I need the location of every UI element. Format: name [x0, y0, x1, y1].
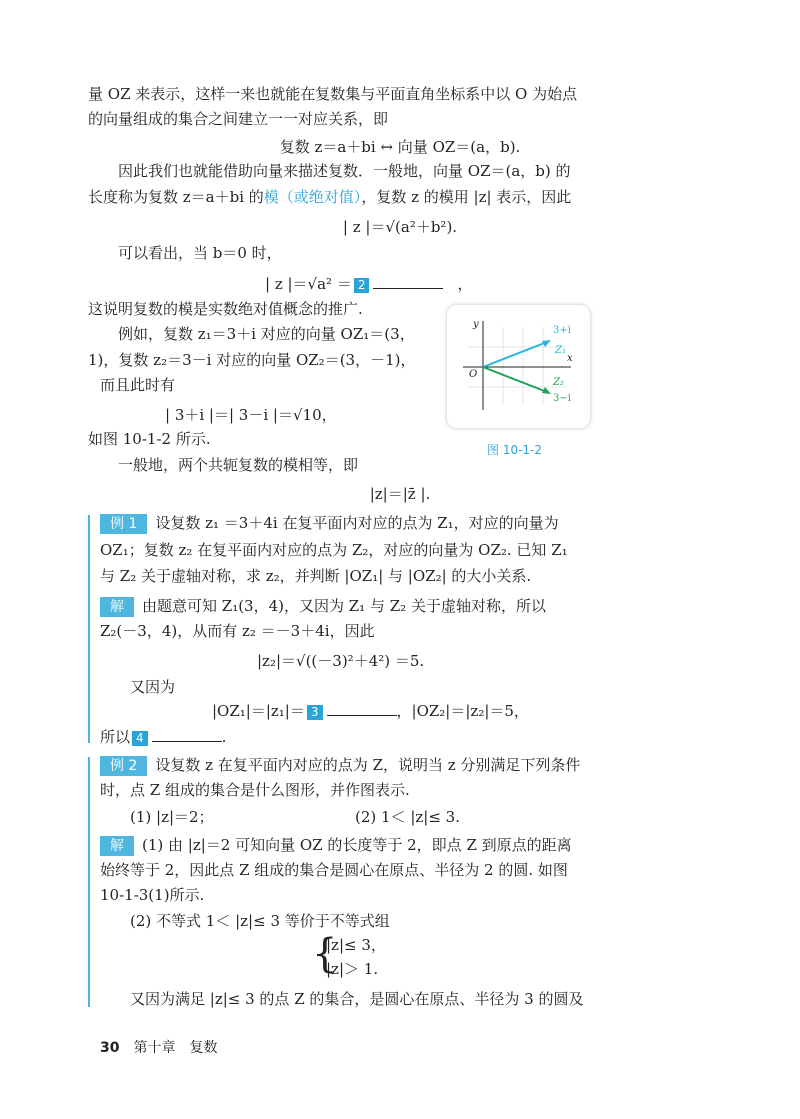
y-label: y [473, 319, 479, 330]
text-line: 又因为 [130, 678, 176, 696]
figure-caption: 图 10-1-2 [487, 443, 543, 457]
blank-number: 2 [354, 278, 370, 293]
example-2 [100, 754, 580, 776]
formula-compare [212, 700, 529, 722]
text-line: 又因为满足 |z|≤ 3 的点 Z 的集合，是圆心在原点、半径为 3 的圆及 [130, 990, 584, 1008]
text-span: 长度称为复数 z＝a＋bi 的 [88, 188, 264, 206]
text-line: 10-1-3(1)所示. [100, 886, 205, 904]
text-line: 而且此时有 [100, 376, 176, 394]
text-line: 时，点 Z 组成的集合是什么图形，并作图表示. [100, 781, 410, 799]
point-label: Z₁ [555, 345, 566, 356]
formula-example: | 3＋i |＝| 3－i |＝√10， [165, 406, 337, 424]
text-line: 1)，复数 z₂＝3－i 对应的向量 OZ₂＝(3，－1)， [88, 351, 416, 369]
figure-10-1-2 [447, 305, 590, 428]
origin-label: O [469, 369, 478, 380]
answer-blank[interactable] [373, 288, 443, 289]
chapter-title: 第十章 复数 [133, 1040, 218, 1056]
formula-z2: |z₂|＝√((－3)²＋4²) ＝5. [257, 652, 425, 670]
text-span: 由题意可知 Z₁(3，4)，又因为 Z₁ 与 Z₂ 关于虚轴对称，所以 [142, 597, 546, 615]
solution-tag: 解 [100, 836, 134, 856]
text-line: 这说明复数的模是实数绝对值概念的推广. [88, 300, 363, 318]
text-line: 可以看出，当 b＝0 时， [118, 244, 282, 262]
inequality-2: |z|＞ 1. [326, 960, 379, 978]
text-line: 与 Z₂ 关于虚轴对称，求 z₂，并判断 |OZ₁| 与 |OZ₂| 的大小关系. [100, 567, 532, 585]
text-line: 始终等于 2，因此点 Z 组成的集合是圆心在原点、半径为 2 的圆. 如图 [100, 861, 568, 879]
text-line [100, 726, 226, 748]
text-line: 因此我们也就能借助向量来描述复数．一般地，向量 OZ＝(a，b) 的 [118, 162, 571, 180]
solution-2 [100, 834, 572, 856]
text-line: 如图 10-1-2 所示. [88, 430, 211, 448]
x-label: x [567, 353, 573, 364]
example-1 [100, 512, 559, 534]
text-line: (2) 不等式 1＜ |z|≤ 3 等价于不等式组 [130, 912, 390, 930]
term-modulus: 模（或绝对值） [263, 188, 362, 206]
text-span: 设复数 z₁ ＝3＋4i 在复平面内对应的点为 Z₁，对应的向量为 [155, 514, 559, 532]
vector-oz2 [483, 367, 547, 392]
example-tag: 例 1 [100, 514, 147, 534]
formula-real-case [265, 273, 473, 295]
text-span: |OZ₁|＝|z₁|＝ [212, 702, 305, 720]
text-line: OZ₁；复数 z₂ 在复平面内对应的点为 Z₂，对应的向量为 OZ₂. 已知 Z₁ [100, 541, 568, 559]
text-span: 设复数 z 在复平面内对应的点为 Z，说明当 z 分别满足下列条件 [155, 756, 581, 774]
text-span: 所以 [100, 728, 131, 746]
text-line: 量 OZ 来表示，这样一来也就能在复数集与平面直角坐标系中以 O 为始点 [88, 85, 578, 103]
brace-icon: { [312, 931, 338, 977]
example-sideline [88, 515, 90, 743]
blank-number: 3 [307, 705, 323, 720]
text-line: 例如，复数 z₁＝3＋i 对应的向量 OZ₁＝(3， [118, 325, 415, 343]
formula-conjugate: |z|＝|z̄ |. [369, 485, 431, 503]
condition-1: (1) |z|＝2； [130, 808, 214, 826]
formula-modulus: | z |＝√(a²＋b²). [342, 218, 458, 236]
text-line [88, 186, 571, 208]
point-label: 3+i [553, 325, 571, 336]
condition-2: (2) 1＜ |z|≤ 3. [355, 808, 460, 826]
vector-diagram [447, 305, 590, 428]
grid [467, 327, 567, 405]
inequality-1: |z|≤ 3， [326, 936, 386, 954]
text-line: 的向量组成的集合之间建立一一对应关系，即 [88, 110, 389, 128]
text-span: ， [457, 275, 473, 293]
example-sideline [88, 757, 90, 1007]
text-span: . [221, 728, 227, 746]
text-span: ，复数 z 的模用 |z| 表示，因此 [361, 188, 572, 206]
answer-blank[interactable] [152, 741, 222, 742]
text-span: ，|OZ₂|＝|z₂|＝5， [396, 702, 529, 720]
text-line: 一般地，两个共轭复数的模相等，即 [118, 456, 359, 474]
page-footer [100, 1037, 217, 1057]
text-span: | z |＝√a² ＝ [265, 275, 352, 293]
solution-1 [100, 595, 546, 617]
example-tag: 例 2 [100, 756, 147, 776]
blank-number: 4 [132, 731, 148, 746]
formula-correspondence: 复数 z＝a＋bi ↔ 向量 OZ＝(a，b). [279, 138, 521, 156]
point-label: 3−i [553, 393, 571, 404]
page-number: 30 [100, 1040, 120, 1056]
vector-oz1 [483, 342, 547, 367]
text-span: (1) 由 |z|＝2 可知向量 OZ 的长度等于 2，即点 Z 到原点的距离 [142, 836, 572, 854]
solution-tag: 解 [100, 597, 134, 617]
point-label: Z₂ [553, 377, 564, 388]
answer-blank[interactable] [327, 715, 397, 716]
text-line: Z₂(－3，4)，从而有 z₂ ＝－3＋4i，因此 [100, 622, 375, 640]
